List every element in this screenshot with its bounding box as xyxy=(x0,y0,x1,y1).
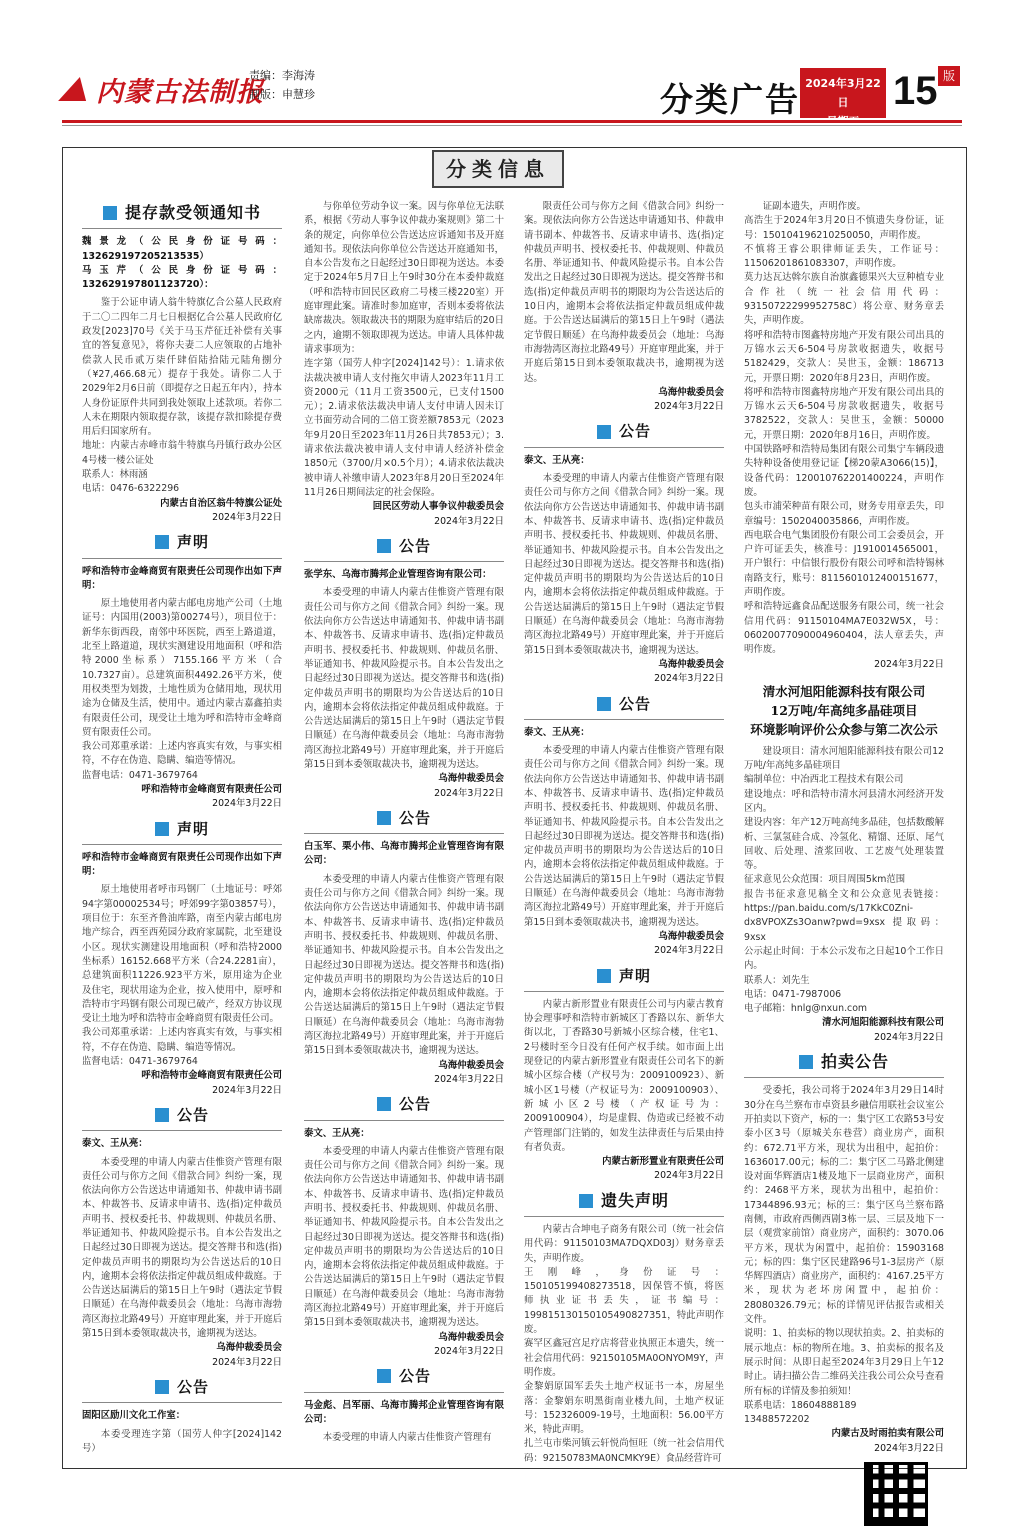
notice-signature: 乌海仲裁委员会 xyxy=(438,1059,504,1071)
notice-addressee: 白玉军、栗小伟、乌海市腾邦企业管理咨询有限公司： xyxy=(304,841,504,867)
notice-block xyxy=(524,200,724,414)
notice-signature: 内蒙古及时雨拍卖有限公司 xyxy=(831,1428,944,1440)
notice-block xyxy=(524,694,724,959)
notice-body: 本委受理的申请人内蒙古佳惟资产管理有限责任公司与你方之间《借款合同》纠纷一案。现依法向你方公告送达申请通知书、仲裁申请书副本、仲裁答书、反请求申请书、选(指)定仲裁员声明书、授权委托书、仲裁规则、仲裁员名册、举证通知书、仲裁风险提示书。自本公告发出之日起经过30日即视为送达。提交答辩书和选(指)定仲裁员声明书的期限均为公告送达后的10日内，逾期本会将依法指定仲裁员组成仲裁庭。于公告送达届满后的第15日上午9时（遇法定节假日顺延）在乌海仲裁委员会（地址：乌海市海勃湾区海拉北路49号）开庭审理此案，并于开庭后第15日到本委领取裁决书，逾期视为送达。 xyxy=(524,745,724,928)
section-banner: 分类信息 xyxy=(432,150,564,188)
notice-heading xyxy=(82,203,282,222)
notice-date: 2024年3月22日 xyxy=(212,1084,282,1096)
notice-heading xyxy=(524,422,724,441)
newspaper-logo xyxy=(62,58,264,120)
date-box xyxy=(800,68,886,118)
notice-title: 公告 xyxy=(176,1105,209,1124)
notice-body: 本委受理的申请人内蒙古佳惟资产管理有限责任公司与你方之间《借款合同》纠纷一案。现依法向你方公告送达申请通知书、仲裁申请书副本、仲裁答书、反请求申请书、选(指)定仲裁员声明书、授权委托书、仲裁规则、仲裁员名册、举证通知书、仲裁风险提示书。自本公告发出之日起经过30日即视为送达。提交答辩书和选(指)定仲裁员声明书的期限均为公告送达后的10日内，逾期本会将依法指定仲裁员组成仲裁庭。于公告送达届满后的第15日上午9时（遇法定节假日顺延）在乌海仲裁委员会（地址：乌海市海勃湾区海拉北路49号）开庭审理此案，并于开庭后第15日到本委领取裁决书，逾期视为送达。 xyxy=(304,873,504,1057)
heading-square-icon xyxy=(155,535,169,549)
notice-signature: 清水河旭阳能源科技有限公司 xyxy=(822,1017,944,1029)
notice-signature: 乌海仲裁委员会 xyxy=(658,658,724,670)
heading-square-icon xyxy=(597,697,611,711)
notice-title: 公告 xyxy=(398,1095,431,1114)
heading-square-icon xyxy=(377,1369,391,1383)
notice-addressee: 泰文、王从亮： xyxy=(304,1127,370,1139)
notice-body: 内蒙古新形置业有限责任公司与内蒙古教育协会理事呼和浩特市新城区丁香路以东、新华大街以北，丁香路30号新城小区综合楼，住宅1、2号楼时至今日没有任何产权手续。如市面上出现登记的内蒙古新形置业有限责任公司名下的新城小区综合楼（产权号为：2009100923）、新城小区1号楼（产权证号为：2009100903）、新城小区2号楼（产权证号为：2009100904），均是虚假、伪造或已经被不动产管理部门注销的，如发生法律责任与后果由持有者负责。 xyxy=(524,998,724,1153)
notice-body: 本委受理的申请人内蒙古佳惟资产管理有限责任公司与你方之间《借款合同》纠纷一案。现依法向你方公告送达申请通知书、仲裁申请书副本、仲裁答书、反请求申请书、选(指)定仲裁员声明书、授权委托书、仲裁规则、仲裁员名册、举证通知书、仲裁风险提示书。自本公告发出之日起经过30日即视为送达。提交答辩书和选(指)定仲裁员声明书的期限均为公告送达后的10日内，逾期本会将依法指定仲裁员组成仲裁庭。于公告送达届满后的第15日上午9时（遇法定节假日顺延）在乌海仲裁委员会（地址：乌海市海勃湾区海拉北路49号）开庭审理此案，并于开庭后第15日到本委领取裁决书，逾期视为送达。 xyxy=(304,587,504,770)
notice-block xyxy=(744,1052,944,1526)
notice-block xyxy=(524,424,724,686)
notice-heading xyxy=(304,1367,504,1386)
notice-heading xyxy=(304,808,504,827)
notice-heading xyxy=(304,1095,504,1114)
notice-date: 2024年3月22日 xyxy=(434,787,504,799)
notice-addressee: 泰文、王从亮： xyxy=(524,454,590,466)
notice-block xyxy=(524,966,724,1184)
masthead-rule xyxy=(62,120,962,123)
notice-title: 声明 xyxy=(176,533,209,552)
notice-block xyxy=(304,808,504,1087)
notice-body: 限责任公司与你方之间《借款合同》纠纷一案。现依法向你方公告送达申请通知书、仲裁申请书副本、仲裁答书、反请求申请书、选(指)定仲裁员声明书、授权委托书、仲裁规则、仲裁员名册、举证通知书、仲裁风险提示书。自本公告发出之日起经过30日即视为送达。提交答辩书和选(指)定仲裁员声明书的期限均为公告送达后的10日内，逾期本会将依法指定仲裁员组成仲裁庭。于公告送达届满后的第15日上午9时（遇法定节假日顺延）在乌海仲裁委员会（地址：乌海市海勃湾区海拉北路49号）开庭审理此案，并于开庭后第15日到本委领取裁决书，逾期视为送达。 xyxy=(524,201,724,384)
heading-divider xyxy=(524,1216,724,1217)
notice-block xyxy=(524,1190,724,1466)
notice-body: 受委托，我公司将于2024年3月29日14时30分在乌兰察布市卓资县乡融信用联社会议室公开拍卖以下资产，标的一：集宁区工农路53号安泰小区3号（原城关东巷营）商业房产，面积约：672.71平方米，现状为出租中，起拍价：1636017.00元；标的二：集宁区二马路北侧建设对面华辉酒店1楼及地下一层商业房产，面积约：2468平方米，现状为出租中，起拍价：17344896.93元；标的三：集宁区乌兰察布路南侧，市政府西侧西剧3栋一层、三层及地下一层（观赏家前馆）商业房产，面积约：3070.06平方米，现状为闲置中，起拍价：15903168元；标的四：集宁区民建路96号1-3层房产（原华辉四酒店）商业房产，面积约：4167.25平方米，现状为老坏房闲置中，起拍价：28080326.79元；标的详情见评估报告或相关文件。 说明：1、拍卖标的物以现状拍卖。2、拍卖标的展示地点：标的物所在地。3、拍卖标的报名及展示时间：从即日起至2024年3月29日上午12时止。请扫描公告二维码关注我公司公众号查看所有标的详情及参拍须知！ 联系电话：18604888189 13488572202 xyxy=(744,1085,944,1426)
column-2 xyxy=(304,200,504,1460)
notice-date: 2024年3月22日 xyxy=(212,1356,282,1368)
notice-signature: 乌海仲裁委员会 xyxy=(658,386,724,398)
notice-date: 2024年3月22日 xyxy=(212,798,282,810)
notice-title: 公告 xyxy=(618,694,651,713)
notice-title: 公告 xyxy=(398,536,431,555)
notice-addressee: 呼和浩特市金峰商贸有限责任公司现作出如下声明： xyxy=(82,851,282,878)
notice-signature: 内蒙古新形置业有限责任公司 xyxy=(602,1156,724,1168)
heading-divider xyxy=(82,844,282,845)
notice-block xyxy=(82,535,282,811)
notice-date: 2024年3月22日 xyxy=(212,511,282,523)
notice-signature: 乌海仲裁委员会 xyxy=(216,1342,282,1354)
notice-signature: 内蒙古自治区翁牛特旗公证处 xyxy=(160,497,282,509)
notice-body: 原土地使用者内蒙古邮电房地产公司（土地证号：内国用(2003)第00274号），项目位于：新华东街西段，南邻中环医院，西至上路道道，北至上路道道，现状实测建设用地面积（呼和浩特2000坐标系）7155.166平方米（合10.7327亩）。总建筑面积4492.26平方米，使用权类型为划拨，土地性质为仓储用地，现状用途为仓储及生活，使用中。通过内蒙古嘉鑫拍卖有限责任公司，现受让土地为呼和浩特市金峰商贸有限责任公司。 我公司郑重承诺：上述内容真实有效，与事实相符，不存在伪造、隐瞒、编造等情况。 监督电话：0471-3679764 xyxy=(82,598,282,781)
heading-square-icon xyxy=(103,206,117,220)
heading-divider xyxy=(524,991,724,992)
notice-signature: 呼和浩特市金峰商贸有限责任公司 xyxy=(141,1070,282,1082)
notice-heading xyxy=(524,1190,724,1210)
notice-block xyxy=(304,1097,504,1359)
notice-body: 本委受理连字第（国劳人仲字[2024]142号） xyxy=(82,1428,282,1454)
editor-credits xyxy=(249,66,315,104)
page-number: 15 xyxy=(893,69,938,113)
notice-signature: 乌海仲裁委员会 xyxy=(438,773,504,785)
heading-square-icon xyxy=(597,425,611,439)
editor-label: 责编：李海涛 xyxy=(249,69,315,82)
qr-code-icon xyxy=(864,1462,928,1526)
heading-divider xyxy=(304,1392,504,1393)
notice-addressee: 呼和浩特市金峰商贸有限责任公司现作出如下声明： xyxy=(82,565,282,591)
heading-divider xyxy=(82,228,282,229)
notice-title: 声明 xyxy=(618,966,651,985)
notice-addressee: 张学东、乌海市腾邦企业管理咨询有限公司： xyxy=(304,569,492,581)
notice-body: 鉴于公证申请人翁牛特旗亿合公墓人民政府于二〇二四年二月七日根据亿合公墓人民政府亿政发[2023]70号《关于马玉芹征迁补偿有关事宜的答复意见》，将你夫妻二人应领取的占地补偿款人民币贰万柒仟肆佰陆拾陆元陆角捌分（¥27,466.68元）提存于我处。请你二人于2029年2月6日前（即提存之日起五年内），持本人身份证原件共同到我处领取上述款项。若你二人未在期限内领取提存款，该提存款扣除提存费用后归国家所有。 地址：内蒙古赤峰市翁牛特旗乌丹镇行政办公区4号楼一楼公证处 联系人：林雨涵 电话：0476-6322296 xyxy=(82,297,282,495)
heading-divider xyxy=(524,447,724,448)
notice-signature: 乌海仲裁委员会 xyxy=(658,930,724,942)
column-3 xyxy=(524,200,724,1464)
notice-signature: 呼和浩特市金峰商贸有限责任公司 xyxy=(141,783,282,795)
notice-block xyxy=(304,536,504,801)
page-suffix: 版 xyxy=(938,66,960,86)
notice-date: 2024年3月22日 xyxy=(654,1170,724,1182)
heading-divider xyxy=(304,833,504,834)
column-1 xyxy=(82,200,282,1460)
notice-body: 本委受理的申请人内蒙古佳惟资产管理有限责任公司与你方之间《借款合同》纠纷一案。现依法向你方公告送达申请通知书、仲裁申请书副本、仲裁答书、反请求申请书、选(指)定仲裁员声明书、授权委托书、仲裁规则、仲裁员名册、举证通知书、仲裁风险提示书。自本公告发出之日起经过30日即视为送达。提交答辩书和选(指)定仲裁员声明书的期限均为公告送达后的10日内，逾期本会将依法指定仲裁员组成仲裁庭。于公告送达届满后的第15日上午9时（遇法定节假日顺延）在乌海仲裁委员会（地址：乌海市海勃湾区海拉北路49号）开庭审理此案，并于开庭后第15日到本委领取裁决书，逾期视为送达。 xyxy=(304,1145,504,1329)
heading-divider xyxy=(82,1402,282,1403)
heading-divider xyxy=(304,1120,504,1121)
notice-block xyxy=(304,1369,504,1445)
notice-block xyxy=(82,1377,282,1456)
producer-label: 制版：申慧珍 xyxy=(249,88,315,101)
heading-square-icon xyxy=(377,811,391,825)
notice-title: 声明 xyxy=(176,819,209,838)
heading-square-icon xyxy=(155,1108,169,1122)
notice-date: 2024年3月22日 xyxy=(654,401,724,413)
heading-divider xyxy=(82,558,282,559)
notice-heading xyxy=(304,536,504,555)
notice-addressee: 泰文、王从亮： xyxy=(82,1138,148,1150)
notice-title: 公告 xyxy=(398,1367,431,1386)
notice-title: 公告 xyxy=(618,422,651,441)
heading-square-icon xyxy=(377,1097,391,1111)
logo-triangle-icon xyxy=(58,77,94,101)
heading-square-icon xyxy=(799,1055,813,1069)
notice-body: 本委受理的申请人内蒙古佳惟资产管理有限责任公司与你方之间《借款合同》纠纷一案，现依法向你方公告送达申请通知书、仲裁申请书副本、仲裁答书、反请求申请书、选(指)定仲裁员声明书、授权委托书、仲裁规则、仲裁员名册、举证通知书、仲裁风险提示书。自本公告发出之日起经过30日即视为送达。提交答辩书和选(指)定仲裁员声明书的期限均为公告送达后的10日内，逾期本会将依法指定仲裁员组成仲裁庭。于公告送达届满后的第15日上午9时（遇法定节假日顺延）在乌海仲裁委员会（地址：乌海市海勃湾区海拉北路49号）开庭审理此案，并于开庭后第15日到本委领取裁决书，逾期视为送达。 xyxy=(82,1156,282,1340)
notice-addressee: 魏景龙（公民身份证号码：132629197205213535） 马玉芹（公民身份证号码：132629197801123720）： xyxy=(82,236,282,291)
notice-addressee: 固阳区励川文化工作室： xyxy=(82,1410,186,1422)
notice-date: 2024年3月22日 xyxy=(654,945,724,957)
notice-body: 建设项目：清水河旭阳能源科技有限公司12万吨/年高纯多晶硅项目 编制单位：中冶西北工程技术有限公司 建设地点：呼和浩特市清水河县清水河经济开发区内。 建设内容：年产12万吨高纯多晶硅，包括数酸解析、三氯氢硅合成、冷氢化、精馏、还原、尾气回收、后处理、渣浆回收、工艺废气处理装置等。 征求意见公众范围：项目周围5km范围 报告书征求意见稿全文和公众意见表链接：https://pan.baidu.com/s/17KkC0Zni-dx8VPOXZs3Oanw?pwd=9xsx 提取码：9xsx 公示起止时间：于本公示发布之日起10个工作日内。 联系人：刘先生 电话：0471-7987006 电子邮箱：hnlg@nxun.com xyxy=(744,745,944,1015)
notice-title: 拍卖公告 xyxy=(820,1052,889,1072)
notice-block xyxy=(744,200,944,672)
notice-signature: 乌海仲裁委员会 xyxy=(438,1331,504,1343)
issue-date: 2024年3月22日 xyxy=(805,77,881,109)
notice-body: 本委受理的申请人内蒙古佳惟资产管理有 xyxy=(322,1432,492,1444)
notice-body: 内蒙古合坤电子商务有限公司（统一社会信用代码：91150103MA7DQXD03J）财务章丢失，声明作废。 王刚峰，身份证号：150105199408273518，因保管不慎，将医师执业证书丢失，证书编号：199815130150105490827351，特此声明作废。 赛罕区鑫冠宫足疗店将营业执照正本遗失，统一社会信用代码：92150105MA0ONYOM9Y，声明作废。 金黎娟原国军丢失土地产权证书一本，房屋坐落：金黎娟东明黑街南业楼九间，土地产权证号：152326009-19号，土地面积：56.00平方米，特此声明。 扎兰屯市柴河镇云轩悦尚恒旺（统一社会信用代码：92150783MA0NCMKY9E）食品经营许可 xyxy=(524,1224,724,1464)
notice-date: 2024年3月22日 xyxy=(874,1442,944,1454)
notice-title: 遗失声明 xyxy=(600,1190,669,1210)
notice-body: 原土地使用者呼市玛钢厂（土地证号：呼郊94字第00002534号；呼郊99字第03857号），项目位于：东至齐鲁油库路，南至内蒙古邮电房地产综合，西至西苑园分政府家属院，北至建设小区。现状实测建设用地面积（呼和浩特2000坐标系）16152.668平方米（合24.2281亩），总建筑面积11226.923平方米，原用途为企业及住宅，现状用途为企业，按入使用中，原呼和浩特市宇玛钢有限公司现已破产，经双方协议现受让土地为呼和浩特市金峰商贸有限责任公司。 我公司郑重承诺：上述内容真实有效，与事实相符，不存在伪造、隐瞒、编造等情况。 监督电话：0471-3679764 xyxy=(82,884,282,1068)
notice-addressee: 泰文、王从亮： xyxy=(524,726,590,738)
notice-heading xyxy=(82,533,282,552)
section-title: 分类广告 xyxy=(660,80,800,119)
notice-date: 2024年3月22日 xyxy=(654,673,724,685)
heading-divider xyxy=(82,1130,282,1131)
notice-signature: 回民区劳动人事争议仲裁委员会 xyxy=(372,501,504,513)
heading-square-icon xyxy=(377,539,391,553)
notice-heading xyxy=(744,1052,944,1072)
notice-title: 公告 xyxy=(176,1377,209,1396)
notice-heading xyxy=(82,819,282,838)
logo-text: 内蒙古法制报 xyxy=(96,76,264,108)
masthead-rule-thin xyxy=(62,125,962,126)
notice-heading xyxy=(524,694,724,713)
masthead xyxy=(0,0,1024,124)
heading-divider xyxy=(744,1077,944,1078)
notice-title: 公告 xyxy=(398,808,431,827)
project-title: 清水河旭阳能源科技有限公司 12万吨/年高纯多晶硅项目 环境影响评价公众参与第二次公示 xyxy=(750,683,938,737)
column-4 xyxy=(744,200,944,1460)
notice-date: 2024年3月22日 xyxy=(434,1073,504,1085)
notice-title: 提存款受领通知书 xyxy=(124,203,261,222)
notice-block xyxy=(744,682,944,1045)
heading-square-icon xyxy=(597,969,611,983)
heading-square-icon xyxy=(155,1380,169,1394)
notice-date: 2024年3月22日 xyxy=(434,1345,504,1357)
heading-divider xyxy=(304,561,504,562)
notice-heading xyxy=(82,1377,282,1396)
notice-date: 2024年3月22日 xyxy=(874,658,944,670)
notice-body: 本委受理的申请人内蒙古佳惟资产管理有限责任公司与你方之间《借款合同》纠纷一案。现依法向你方公告送达申请通知书、仲裁申请书副本、仲裁答书、反请求申请书、选(指)定仲裁员声明书、授权委托书、仲裁规则、仲裁员名册、举证通知书、仲裁风险提示书。自本公告发出之日起经过30日即视为送达。提交答辩书和选(指)定仲裁员声明书的期限均为公告送达后的10日内，逾期本会将依法指定仲裁员组成仲裁庭。于公告送达届满后的第15日上午9时（遇法定节假日顺延）在乌海仲裁委员会（地址：乌海市海勃湾区海拉北路49号）开庭审理此案，并于开庭后第15日到本委领取裁决书，逾期视为送达。 xyxy=(524,473,724,656)
notice-block xyxy=(82,203,282,525)
notice-date: 2024年3月22日 xyxy=(434,515,504,527)
notice-block xyxy=(82,819,282,1098)
notice-date: 2024年3月22日 xyxy=(874,1031,944,1043)
heading-square-icon xyxy=(579,1194,593,1208)
notice-addressee: 马金彪、吕军丽、乌海市腾邦企业管理咨询有限公司： xyxy=(304,1399,504,1425)
notice-heading xyxy=(82,1105,282,1124)
notice-block xyxy=(82,1105,282,1370)
notice-body: 与你单位劳动争议一案。因与你单位无法联系，根据《劳动人事争议仲裁办案规则》第二十条的规定，向你单位公告送达应诉通知书及开庭通知书。现依法向你单位公告送达开庭通知书，自本公告发布之日起经过30日即视为送达。本委定于2024年5月7日上午9时30分在本委仲裁庭（呼和浩特市回民区政府二号楼三楼220室）开庭审理此案。请准时参加庭审，否则本委将依法缺席裁决。领取裁决书的期限为庭审结后的20日之内，逾期不领取即视为送达。申请人具体仲裁请求事项为： 连字第（国劳人仲字[2024]142号）：1.请求依法裁决被申请人支付拖欠申请人2023年11月工资2000元（11月工资3500元，已支付1500元）；2.请求依法裁决申请人支付申请人因未订立书面劳动合同的二倍工资差额7853元（2023年9月20日至2023年11月26日共7853元）；3.请求依法裁决被申请人支付申请人经济补偿金1850元（3700/月×0.5个月）；4.请求依法裁决被申请人补缴申请人2023年8月20日至2024年11月26日期间法定的社会保险。 xyxy=(304,201,504,498)
notice-body: 证副本遗失，声明作废。 高浩生于2024年3月20日不慎遗失身份证，证号：150104196210250050，声明作废。 不慎将王睿公职律师证丢失，工作证号：11506201861083307，声明作废。 莫力达瓦达斡尔族自治旗鑫德果兴大豆种植专业合作社（统一社会信用代码：93150722299952758C）将公章、财务章丢失，声明作废。 将呼和浩特市图鑫特房地产开发有限公司出具的万锦水云天6-504号房款收据遗失，收据号5182429，交款人：吴世玉，金额：186713元，开票日期：2020年8月23日，声明作废。 将呼和浩特市图鑫特房地产开发有限公司出具的万锦水云天6-504号房款收据遗失，收据号3782522，交款人：吴世玉，金额：50000元，开票日期：2020年8月16日，声明作废。 中国铁路呼和浩特局集团有限公司集宁车辆段遗失特种设备使用登记证【梯20蒙A3066(15)】，设备代码：120010762201400224，声明作废。 包头市浦荣种苗有限公司，财务专用章丢失，印章编号：1502040035866，声明作废。 西电联合电气集团股份有限公司工会委员会，开户许可证丢失，核准号：J1910014565001，开户银行：中信银行股份有限公司呼和浩特锡林南路支行，账号：8115601012400151677，声明作废。 呼和浩特远鑫食品配送服务有限公司，统一社会信用代码：91150104MA7E032W5X，号：06020077090004960404，法人章丢失，声明作废。 xyxy=(744,201,944,656)
notice-block xyxy=(304,200,504,529)
notice-heading xyxy=(524,966,724,985)
heading-square-icon xyxy=(155,822,169,836)
heading-divider xyxy=(524,719,724,720)
